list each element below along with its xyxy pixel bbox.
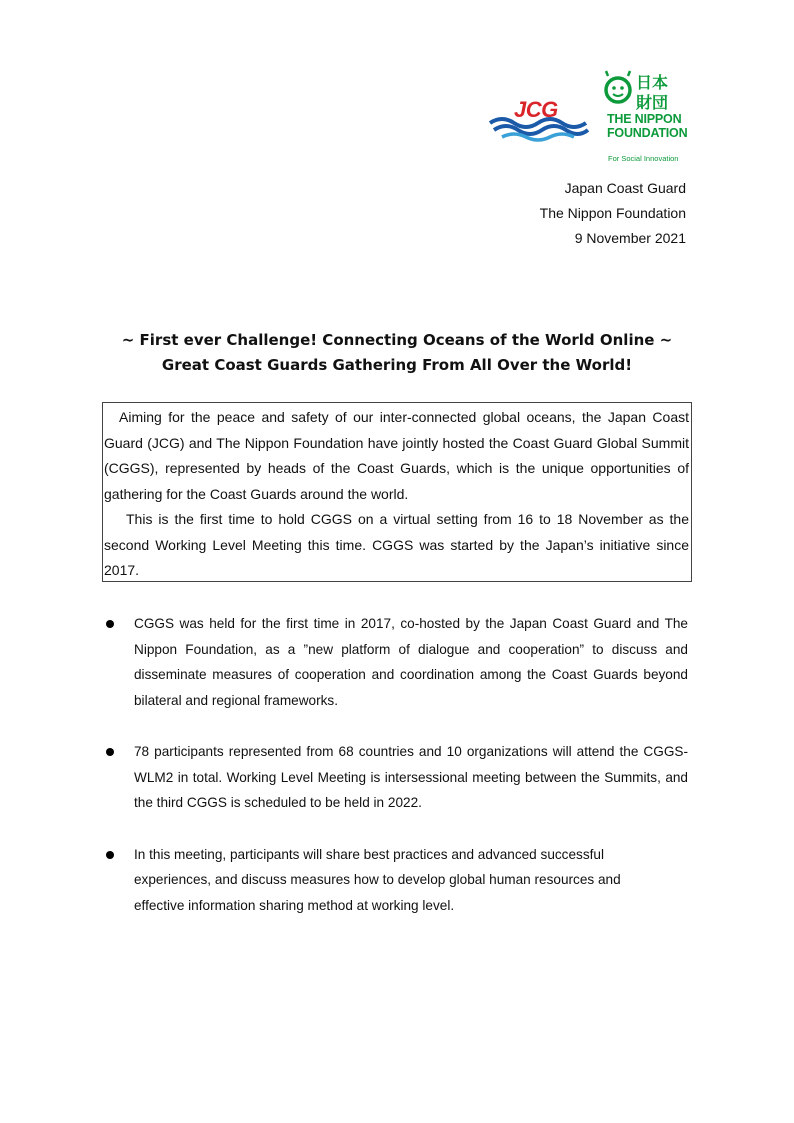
document-title: [0, 328, 794, 378]
nippon-foundation-logo: [604, 70, 694, 170]
jcg-logo: [488, 95, 592, 145]
nf-kanji-bottom: 財団: [636, 93, 669, 112]
bullet-icon: [106, 748, 114, 756]
list-item: [106, 739, 688, 816]
jcg-logo-text: JCG: [514, 97, 558, 122]
nf-name-line1: THE NIPPON: [607, 112, 682, 126]
nippon-foundation-emblem-icon: [604, 70, 694, 112]
logo-area: [488, 70, 694, 170]
bullet-text: CGGS was held for the first time in 2017, co-hosted by the Japan Coast Guard and The Nippon Foundation, as a ”new platform of dialogue and cooperation” to discuss and disseminate measures of cooperation and coordination among the Coast Guards beyond bilateral and regional frameworks.: [134, 616, 688, 708]
sender-org2: The Nippon Foundation: [539, 205, 686, 221]
bullet-text: In this meeting, participants will share best practices and advanced successful experiences, and discuss measures how to develop global human resources and effective information sharing method at working level.: [134, 846, 621, 913]
list-item: [106, 842, 688, 919]
sender-org1: Japan Coast Guard: [564, 180, 686, 196]
summary-paragraph-1: Aiming for the peace and safety of our inter-connected global oceans, the Japan Coast Guard (JCG) and The Nippon Foundation have jointly hosted the Coast Guard Global Summit (CGGS), represented by heads of the Coast Guards, which is the unique opportunities of gathering for the Coast Guards around the world.: [104, 409, 689, 502]
nf-name-line2: FOUNDATION: [607, 126, 688, 140]
summary-box: [102, 402, 692, 582]
nf-name: [607, 112, 687, 140]
title-line1: ~ First ever Challenge! Connecting Oceans of the World Online ~: [121, 331, 673, 349]
bullet-icon: [106, 620, 114, 628]
sender-block: [540, 176, 686, 251]
bullet-icon: [106, 851, 114, 859]
nf-tagline: For Social Innovation: [608, 154, 679, 163]
bullet-list: [106, 611, 688, 944]
title-line2: Great Coast Guards Gathering From All Over the World!: [161, 356, 633, 374]
summary-paragraph-2: This is the first time to hold CGGS on a virtual setting from 16 to 18 November as the second Working Level Meeting this time. CGGS was started by the Japan’s initiative since 2017.: [104, 511, 689, 578]
list-item: [106, 611, 688, 713]
bullet-text: 78 participants represented from 68 countries and 10 organizations will attend the CGGS-WLM2 in total. Working Level Meeting is intersessional meeting between the Summits, and the third CGGS is scheduled to be held in 2022.: [134, 744, 688, 810]
nf-kanji-top: 日本: [636, 73, 669, 92]
sender-date: 9 November 2021: [574, 230, 686, 246]
